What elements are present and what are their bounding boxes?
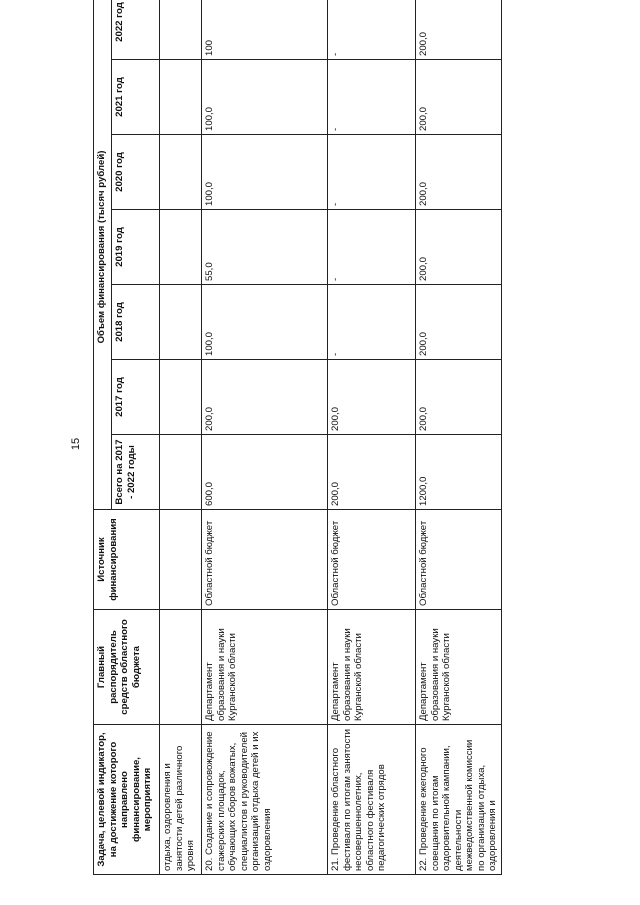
table-row [328, 0, 416, 875]
cell-2017: 200,0 [328, 360, 416, 435]
table-row [202, 0, 328, 875]
cell-2021 [160, 60, 202, 135]
cell-2018: - [328, 285, 416, 360]
cell-2020: 200,0 [416, 135, 502, 210]
cell-total: 600,0 [202, 435, 328, 510]
cell-task: 20. Создание и сопровождение стажерских площадок, обучающих сборов вожатых, специалистов и руководителей организаций отдыха детей и их оздоровления [202, 725, 328, 875]
header-year-2020: 2020 год [112, 135, 160, 210]
cell-manager: Департамент образования и науки Курганской области [416, 610, 502, 725]
cell-2022: 200,0 [416, 0, 502, 60]
table-row [160, 0, 202, 875]
funding-table [93, 0, 502, 875]
cell-2017: 200,0 [202, 360, 328, 435]
header-task: Задача, целевой индикатор, на достижение которого направлено финансирование, мероприятия [94, 725, 160, 875]
header-source: Источник финансирования [94, 510, 160, 610]
table-row [416, 0, 502, 875]
cell-2021: 100,0 [202, 60, 328, 135]
cell-2022: - [328, 0, 416, 60]
cell-2020 [160, 135, 202, 210]
cell-2021: 200,0 [416, 60, 502, 135]
cell-2018 [160, 285, 202, 360]
header-year-2019: 2019 год [112, 210, 160, 285]
cell-task: 21. Проведение областного фестиваля по итогам занятости несовершеннолетних, областного фестиваля педагогических отрядов [328, 725, 416, 875]
page-number: 15 [70, 437, 82, 451]
cell-2022: 100 [202, 0, 328, 60]
header-volume: Объем финансирования (тысяч рублей) [94, 0, 112, 510]
cell-task: 22. Проведение ежегодного совещания по итогам оздоровительной кампании, деятельности межведомственной комиссии по организации отдыха, оздоровления и [416, 725, 502, 875]
cell-source: Областной бюджет [202, 510, 328, 610]
cell-2019: 55,0 [202, 210, 328, 285]
cell-2019: 200,0 [416, 210, 502, 285]
cell-manager: Департамент образования и науки Курганской области [328, 610, 416, 725]
cell-task: отдыха, оздоровления и занятости детей различного уровня [160, 725, 202, 875]
cell-manager: Департамент образования и науки Курганской области [202, 610, 328, 725]
cell-total [160, 435, 202, 510]
cell-2021: - [328, 60, 416, 135]
cell-2022 [160, 0, 202, 60]
cell-total: 200,0 [328, 435, 416, 510]
cell-source: Областной бюджет [416, 510, 502, 610]
cell-2017: 200,0 [416, 360, 502, 435]
header-year-2018: 2018 год [112, 285, 160, 360]
cell-2017 [160, 360, 202, 435]
header-year-2022: 2022 год [112, 0, 160, 60]
header-manager: Главный распорядитель средств областного бюджета [94, 610, 160, 725]
cell-manager [160, 610, 202, 725]
cell-2018: 100,0 [202, 285, 328, 360]
cell-source [160, 510, 202, 610]
header-total: Всего на 2017 - 2022 годы [112, 435, 160, 510]
rotated-table-container [93, 2, 498, 875]
cell-source: Областной бюджет [328, 510, 416, 610]
cell-2020: - [328, 135, 416, 210]
header-year-2017: 2017 год [112, 360, 160, 435]
cell-2020: 100,0 [202, 135, 328, 210]
cell-2019 [160, 210, 202, 285]
cell-2019: - [328, 210, 416, 285]
header-year-2021: 2021 год [112, 60, 160, 135]
cell-2018: 200,0 [416, 285, 502, 360]
cell-total: 1200,0 [416, 435, 502, 510]
